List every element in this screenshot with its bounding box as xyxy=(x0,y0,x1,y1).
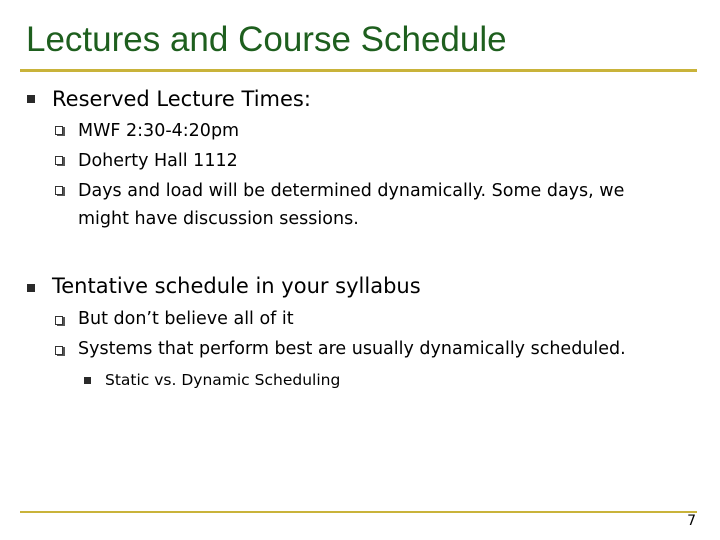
subitem-days-load-continued: might have discussion sessions. xyxy=(78,209,359,229)
subitem-time: MWF 2:30-4:20pm xyxy=(78,121,240,141)
subsubitem-static-vs-dynamic: Static vs. Dynamic Scheduling xyxy=(105,371,341,389)
subitem-dont-believe: But don’t believe all of it xyxy=(78,309,294,329)
bullet-reserved-times: Reserved Lecture Times: xyxy=(52,87,311,111)
subitem-location: Doherty Hall 1112 xyxy=(78,151,238,171)
checkbox-bullet-icon xyxy=(55,186,63,195)
title-divider xyxy=(20,69,697,72)
bullet-tentative-schedule: Tentative schedule in your syllabus xyxy=(52,274,421,298)
checkbox-bullet-icon xyxy=(55,156,63,165)
square-bullet-icon xyxy=(27,284,35,292)
page-number: 7 xyxy=(687,513,696,529)
checkbox-bullet-icon xyxy=(55,316,63,325)
footer-divider xyxy=(20,511,697,513)
square-bullet-icon xyxy=(84,377,91,384)
square-bullet-icon xyxy=(27,95,35,103)
slide-title: Lectures and Course Schedule xyxy=(26,20,507,59)
subitem-dynamic-best: Systems that perform best are usually dynamically scheduled. xyxy=(78,339,626,359)
checkbox-bullet-icon xyxy=(55,126,63,135)
subitem-days-load: Days and load will be determined dynamically. Some days, we xyxy=(78,181,625,201)
checkbox-bullet-icon xyxy=(55,346,63,355)
